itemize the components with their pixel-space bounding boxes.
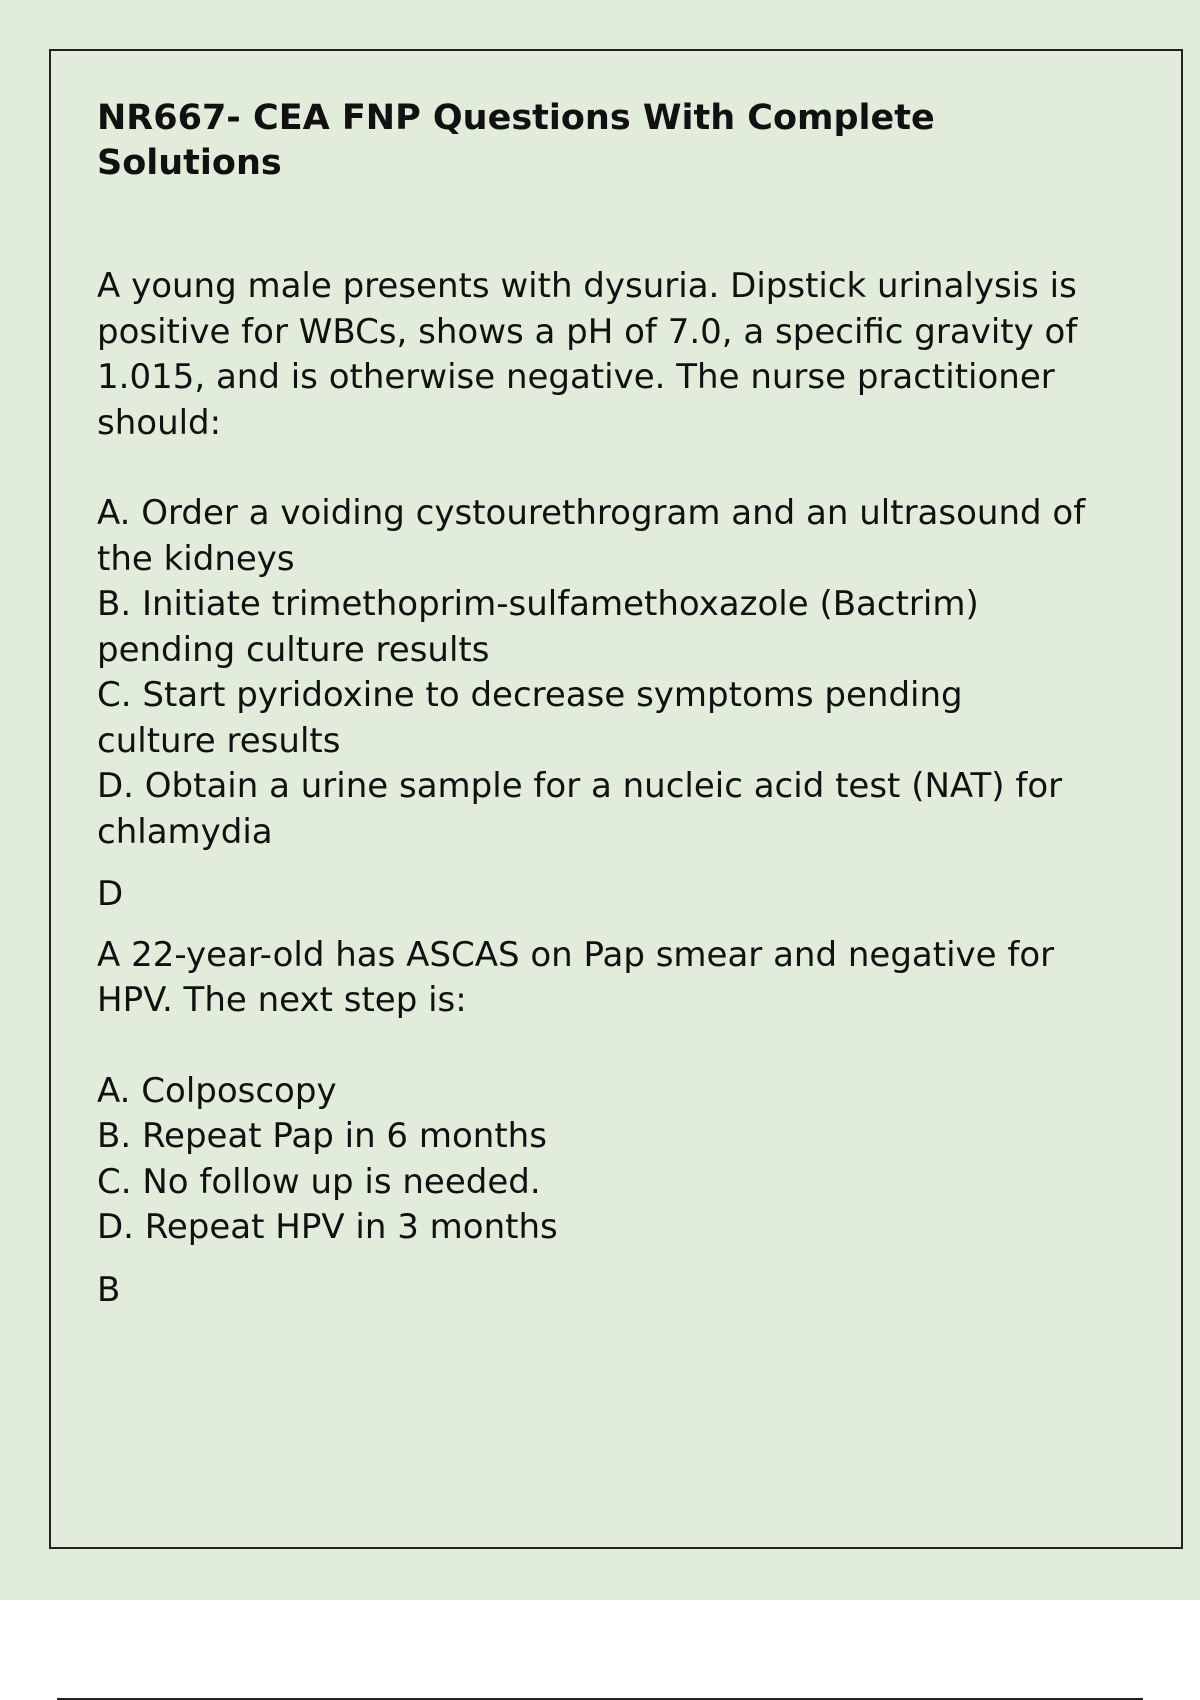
answer-options [97, 1069, 1087, 1251]
answer-options [97, 491, 1087, 855]
question-stem: A young male presents with dysuria. Dipstick urinalysis is positive for WBCs, shows a pH of 7.0, a specific gravity of 1.015, and is otherwise negative. The nurse practitioner should: [97, 266, 1078, 443]
answer-option: D. Repeat HPV in 3 months [97, 1207, 558, 1247]
correct-answer: B [97, 1269, 121, 1310]
answer-option: C. Start pyridoxine to decrease symptoms pending culture results [97, 675, 963, 761]
document-content [97, 96, 1087, 1313]
answer-option: A. Order a voiding cystourethrogram and an ultrasound of the kidneys [97, 493, 1086, 579]
answer-option: D. Obtain a urine sample for a nucleic acid test (NAT) for chlamydia [97, 766, 1063, 852]
document-title: NR667- CEA FNP Questions With Complete Solutions [97, 98, 935, 183]
question-block [97, 933, 1087, 1314]
answer-option: C. No follow up is needed. [97, 1161, 541, 1202]
correct-answer: D [97, 874, 124, 914]
question-block [97, 264, 1087, 918]
question-stem: A 22-year-old has ASCAS on Pap smear and negative for HPV. The next step is: [97, 934, 1055, 1020]
answer-option: A. Colposcopy [97, 1070, 337, 1111]
answer-option: B. Initiate trimethoprim-sulfamethoxazole (Bactrim) pending culture results [97, 584, 979, 670]
answer-option: B. Repeat Pap in 6 months [97, 1116, 547, 1156]
